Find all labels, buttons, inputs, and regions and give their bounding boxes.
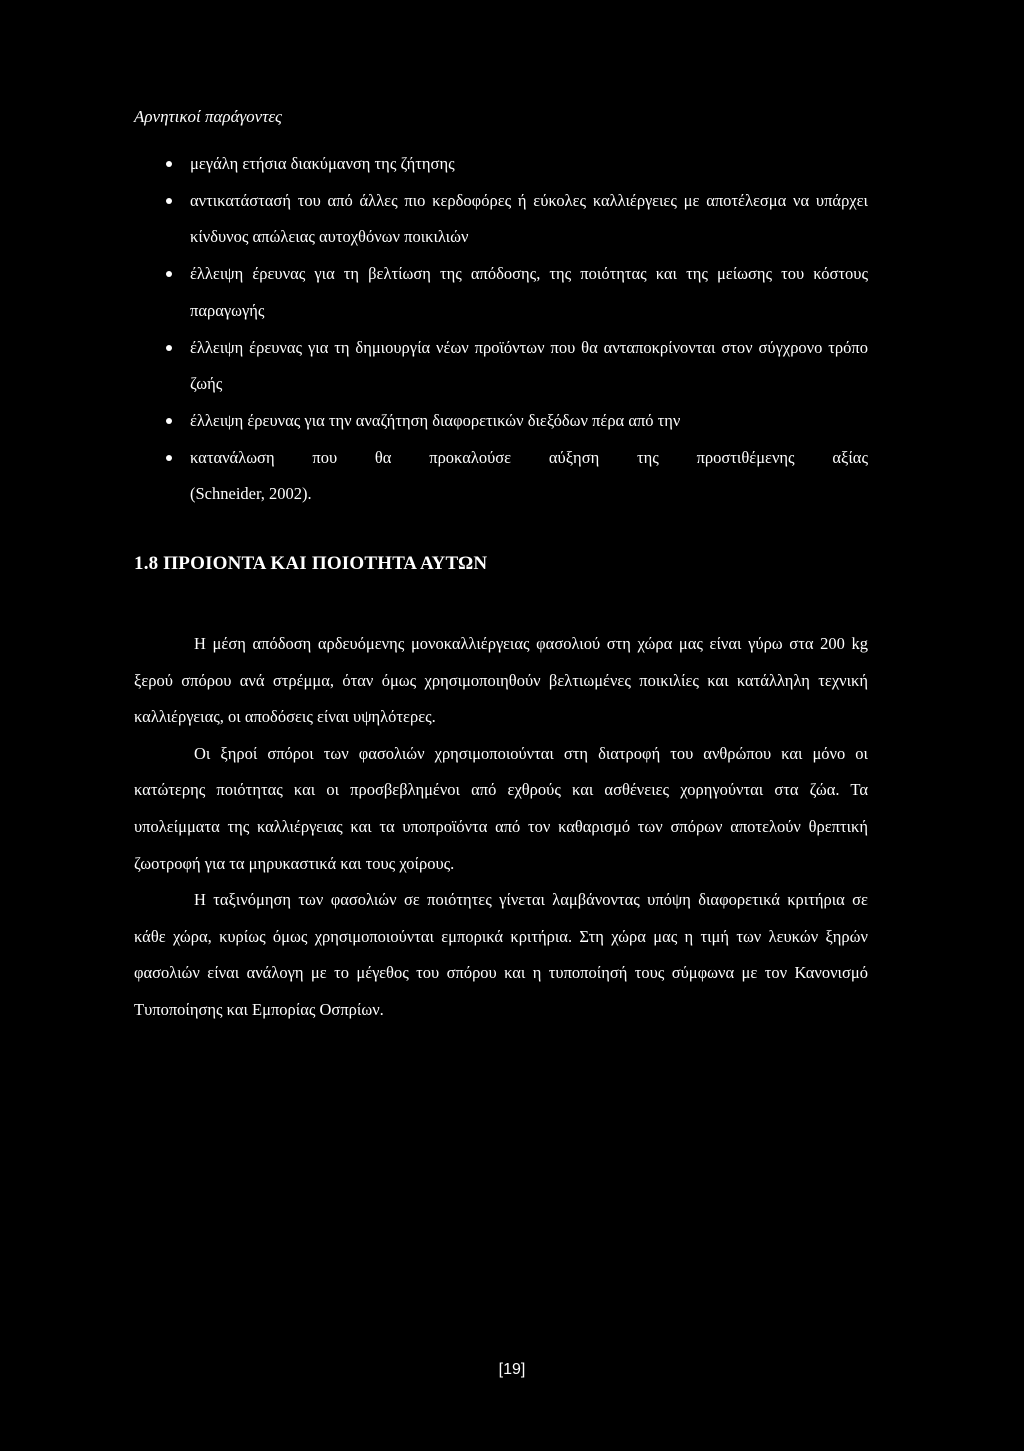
- factor-list: [134, 146, 868, 513]
- paragraph: Οι ξηροί σπόροι των φασολιών χρησιμοποιούνται στη διατροφή του ανθρώπου και μόνο οι κατώτερης ποιότητας και οι προσβεβλημένοι από εχθρούς και ασθένειες χορηγούνται στα ζώα. Τα υπολείμματα της καλλιέργειας και τα υποπροϊόντα από τον καθαρισμό των σπόρων αποτελούν θρεπτική ζωοτροφή για τα μηρυκαστικά και τους χοίρους.: [134, 743, 868, 873]
- bullet-icon: [166, 345, 172, 351]
- list-item: [134, 146, 868, 183]
- list-item-text: έλλειψη έρευνας για τη δημιουργία νέων προϊόντων που θα ανταποκρίνονται στον σύγχρονο τρόπο ζωής: [190, 337, 868, 394]
- bullet-icon: [166, 161, 172, 167]
- paragraph: Η μέση απόδοση αρδευόμενης μονοκαλλιέργειας φασολιού στη χώρα μας είναι γύρω στα 200 kg ξερού σπόρου ανά στρέμμα, όταν όμως χρησιμοποιηθούν βελτιωμένες ποικιλίες και κατάλληλη τεχνική καλλιέργειας, οι αποδόσεις είναι υψηλότερες.: [134, 634, 868, 727]
- list-item-text: αντικατάστασή του από άλλες πιο κερδοφόρες ή εύκολες καλλιέργειες με αποτέλεσμα να υπάρχει κίνδυνος απώλειας αυτοχθόνων ποικιλιών: [190, 190, 868, 247]
- list-item: [134, 256, 868, 329]
- bullet-icon: [166, 198, 172, 204]
- list-item-text: έλλειψη έρευνας για την αναζήτηση διαφορετικών διεξόδων πέρα από την: [190, 410, 681, 430]
- list-item: [134, 330, 868, 403]
- body-text: [134, 626, 868, 1029]
- bullet-icon: [166, 455, 172, 461]
- chapter-heading: 1.8 ΠΡΟΙΟΝΤΑ ΚΑΙ ΠΟΙΟΤΗΤΑ ΑΥΤΩΝ: [134, 553, 488, 574]
- list-item-text: κατανάλωση που θα προκαλούσε αύξηση της προστιθέμενης αξίας: [190, 447, 868, 467]
- bullet-icon: [166, 418, 172, 424]
- list-item: [134, 440, 868, 513]
- page-number: [19]: [498, 1361, 526, 1378]
- list-item-text: έλλειψη έρευνας για τη βελτίωση της απόδοσης, της ποιότητας και της μείωσης του κόστους παραγωγής: [190, 264, 868, 320]
- bullet-icon: [166, 271, 172, 277]
- paragraph: Η ταξινόμηση των φασολιών σε ποιότητες γίνεται λαμβάνοντας υπόψη διαφορετικά κριτήρια σε κάθε χώρα, κυρίως όμως χρησιμοποιούνται εμπορικά κριτήρια. Στη χώρα μας η τιμή των λευκών ξηρών φασολιών είναι ανάλογη με το μέγεθος του σπόρου και η τυποποίησή τους σύμφωνα με τον Κανονισμό Τυποποίησης και Εμπορίας Οσπρίων.: [134, 890, 868, 1019]
- section-heading: Αρνητικοί παράγοντες: [134, 107, 282, 126]
- list-item: [134, 403, 868, 440]
- list-item: [134, 183, 868, 256]
- list-item-text: μεγάλη ετήσια διακύμανση της ζήτησης: [190, 154, 455, 173]
- citation: (Schneider, 2002).: [190, 484, 312, 504]
